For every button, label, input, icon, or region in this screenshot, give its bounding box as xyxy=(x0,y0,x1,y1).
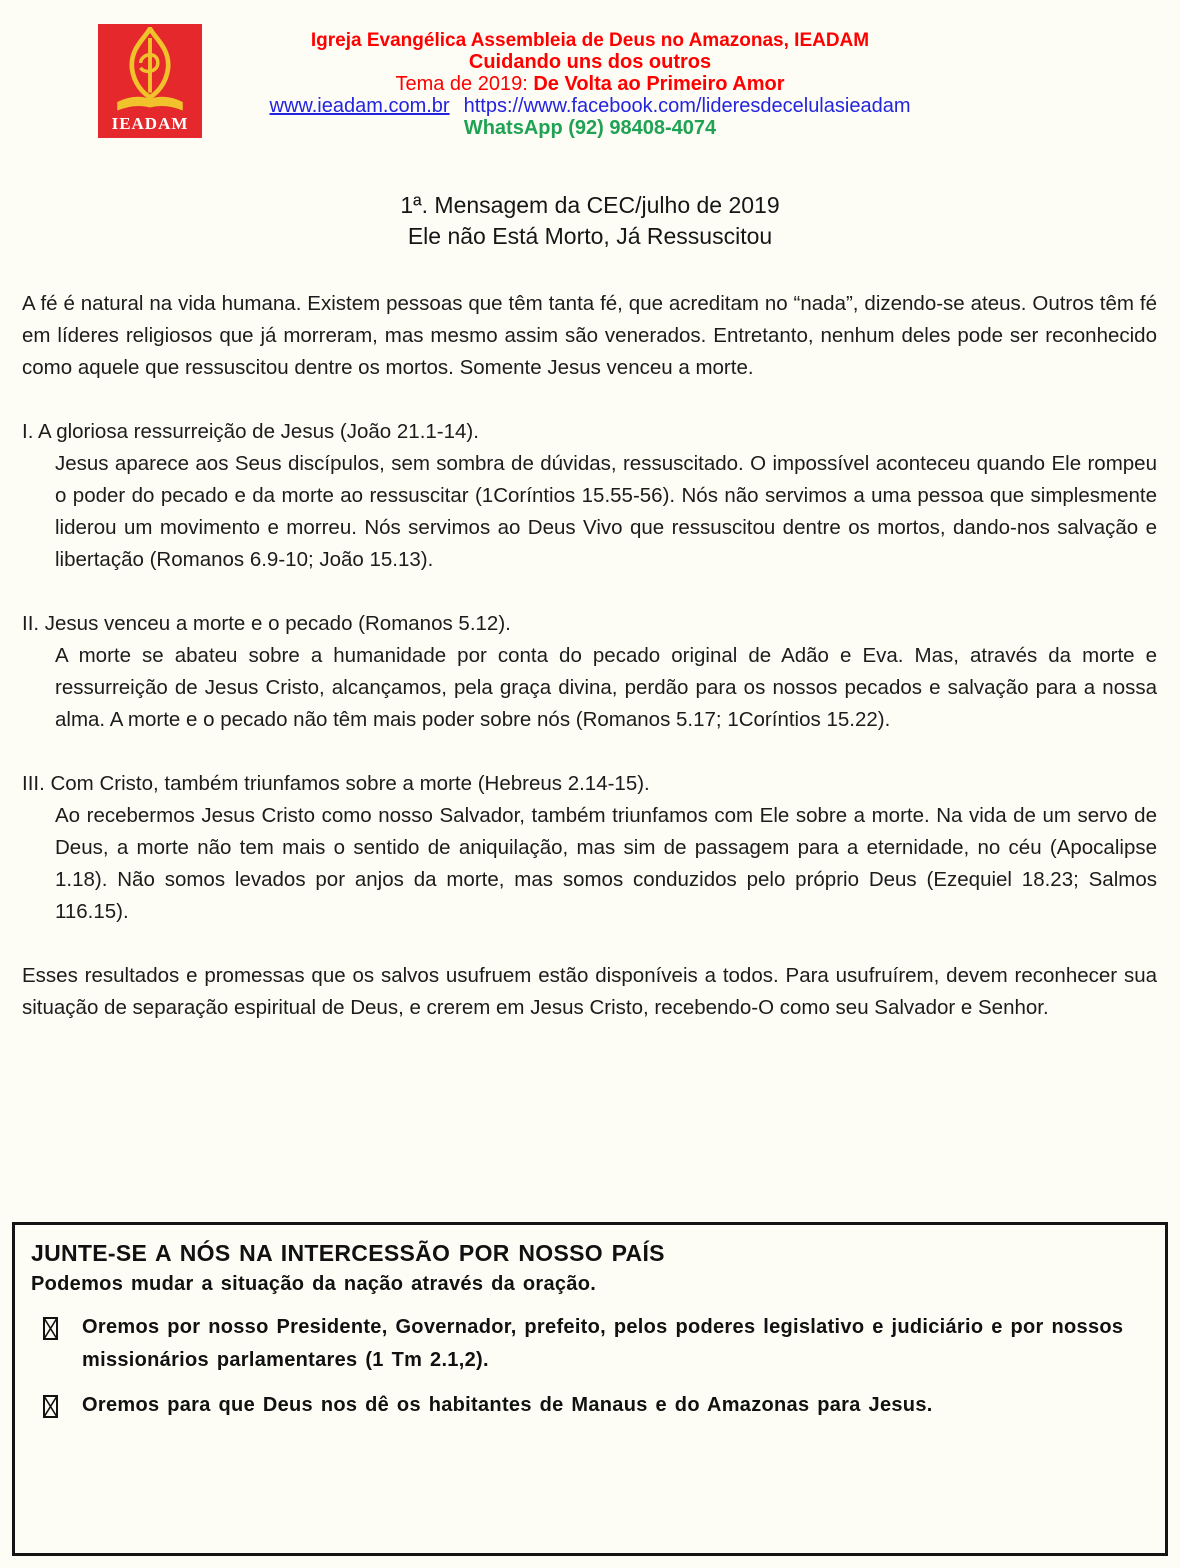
missing-glyph-bullet-icon xyxy=(43,1395,58,1418)
section-1 xyxy=(22,416,1157,576)
ieadam-logo xyxy=(98,24,202,138)
theme-label: Tema de 2019: xyxy=(395,73,534,95)
flame-book-icon xyxy=(111,27,189,113)
closing-paragraph: Esses resultados e promessas que os salvos usufruem estão disponíveis a todos. Para usufruírem, devem reconhecer sua situação de separação espiritual de Deus, e crerem em Jesus Cristo, recebendo-O como seu Salvador e Senhor. xyxy=(22,964,1157,1019)
prayer-box-title: JUNTE-SE A NÓS NA INTERCESSÃO POR NOSSO PAÍS xyxy=(31,1240,665,1266)
section-3-body: Ao recebermos Jesus Cristo como nosso Salvador, também triunfamos com Ele sobre a morte. Na vida de um servo de Deus, a morte não tem mais o sentido de aniquilação, mas sim de passagem para a eternidade, no céu (Apocalipse 1.18). Não somos levados por anjos da morte, mas somos conduzidos pelo próprio Deus (Ezequiel 18.23; Salmos 116.15). xyxy=(55,804,1157,923)
section-1-body: Jesus aparece aos Seus discípulos, sem sombra de dúvidas, ressuscitado. O impossível aconteceu quando Ele rompeu o poder do pecado e da morte ao ressuscitar (1Coríntios 15.55-56). Nós não servimos a uma pessoa que simplesmente liderou um movimento e morreu. Nós servimos ao Deus Vivo que ressuscitou dentre os mortos, dando-nos salvação e libertação (Romanos 6.9-10; João 15.13). xyxy=(55,452,1157,571)
section-2 xyxy=(22,608,1157,736)
logo-wordmark: IEADAM xyxy=(111,114,189,133)
message-subtitle: Ele não Está Morto, Já Ressuscitou xyxy=(407,223,773,249)
prayer-item xyxy=(31,1311,1147,1377)
prayer-item xyxy=(31,1389,1147,1422)
message-title-block xyxy=(0,190,1180,252)
missing-glyph-bullet-icon xyxy=(43,1317,58,1340)
intro-paragraph: A fé é natural na vida humana. Existem pessoas que têm tanta fé, que acreditam no “nada”, dizendo-se ateus. Outros têm fé em líderes religiosos que já morreram, mas mesmo assim são venerados. Entretanto, nenhum deles pode ser reconhecido como aquele que ressuscitou dentre os mortos. Somente Jesus venceu a morte. xyxy=(22,292,1157,379)
section-2-body: A morte se abateu sobre a humanidade por conta do pecado original de Adão e Eva. Mas, através da morte e ressurreição de Jesus Cristo, alcançamos, pela graça divina, perdão para os nossos pecados e salvação para a nossa alma. A morte e o pecado não têm mais poder sobre nós (Romanos 5.17; 1Coríntios 15.22). xyxy=(55,644,1157,731)
prayer-box-subtitle: Podemos mudar a situação da nação através da oração. xyxy=(31,1273,597,1295)
prayer-item-text: Oremos por nosso Presidente, Governador, prefeito, pelos poderes legislativo e judiciário e por nossos missionários parlamentares (1 Tm 2.1,2). xyxy=(82,1316,1124,1371)
prayer-box xyxy=(12,1222,1168,1556)
section-3 xyxy=(22,768,1157,928)
church-motto: Cuidando uns dos outros xyxy=(468,51,712,73)
theme-title: De Volta ao Primeiro Amor xyxy=(533,73,785,95)
section-2-heading: II. Jesus venceu a morte e o pecado (Romanos 5.12). xyxy=(22,612,511,635)
prayer-item-text: Oremos para que Deus nos dê os habitantes de Manaus e do Amazonas para Jesus. xyxy=(82,1394,933,1416)
message-body xyxy=(22,288,1157,1024)
message-title: 1ª. Mensagem da CEC/julho de 2019 xyxy=(400,192,780,218)
website-link[interactable]: www.ieadam.com.br xyxy=(269,95,450,117)
church-name: Igreja Evangélica Assembleia de Deus no Amazonas, IEADAM xyxy=(310,30,870,51)
section-3-heading: III. Com Cristo, também triunfamos sobre a morte (Hebreus 2.14-15). xyxy=(22,772,650,795)
header xyxy=(0,0,1180,150)
whatsapp-number: WhatsApp (92) 98408-4074 xyxy=(463,117,717,139)
facebook-link[interactable]: https://www.facebook.com/lideresdecelulasieadam xyxy=(463,95,911,117)
section-1-heading: I. A gloriosa ressurreição de Jesus (João 21.1-14). xyxy=(22,420,479,443)
